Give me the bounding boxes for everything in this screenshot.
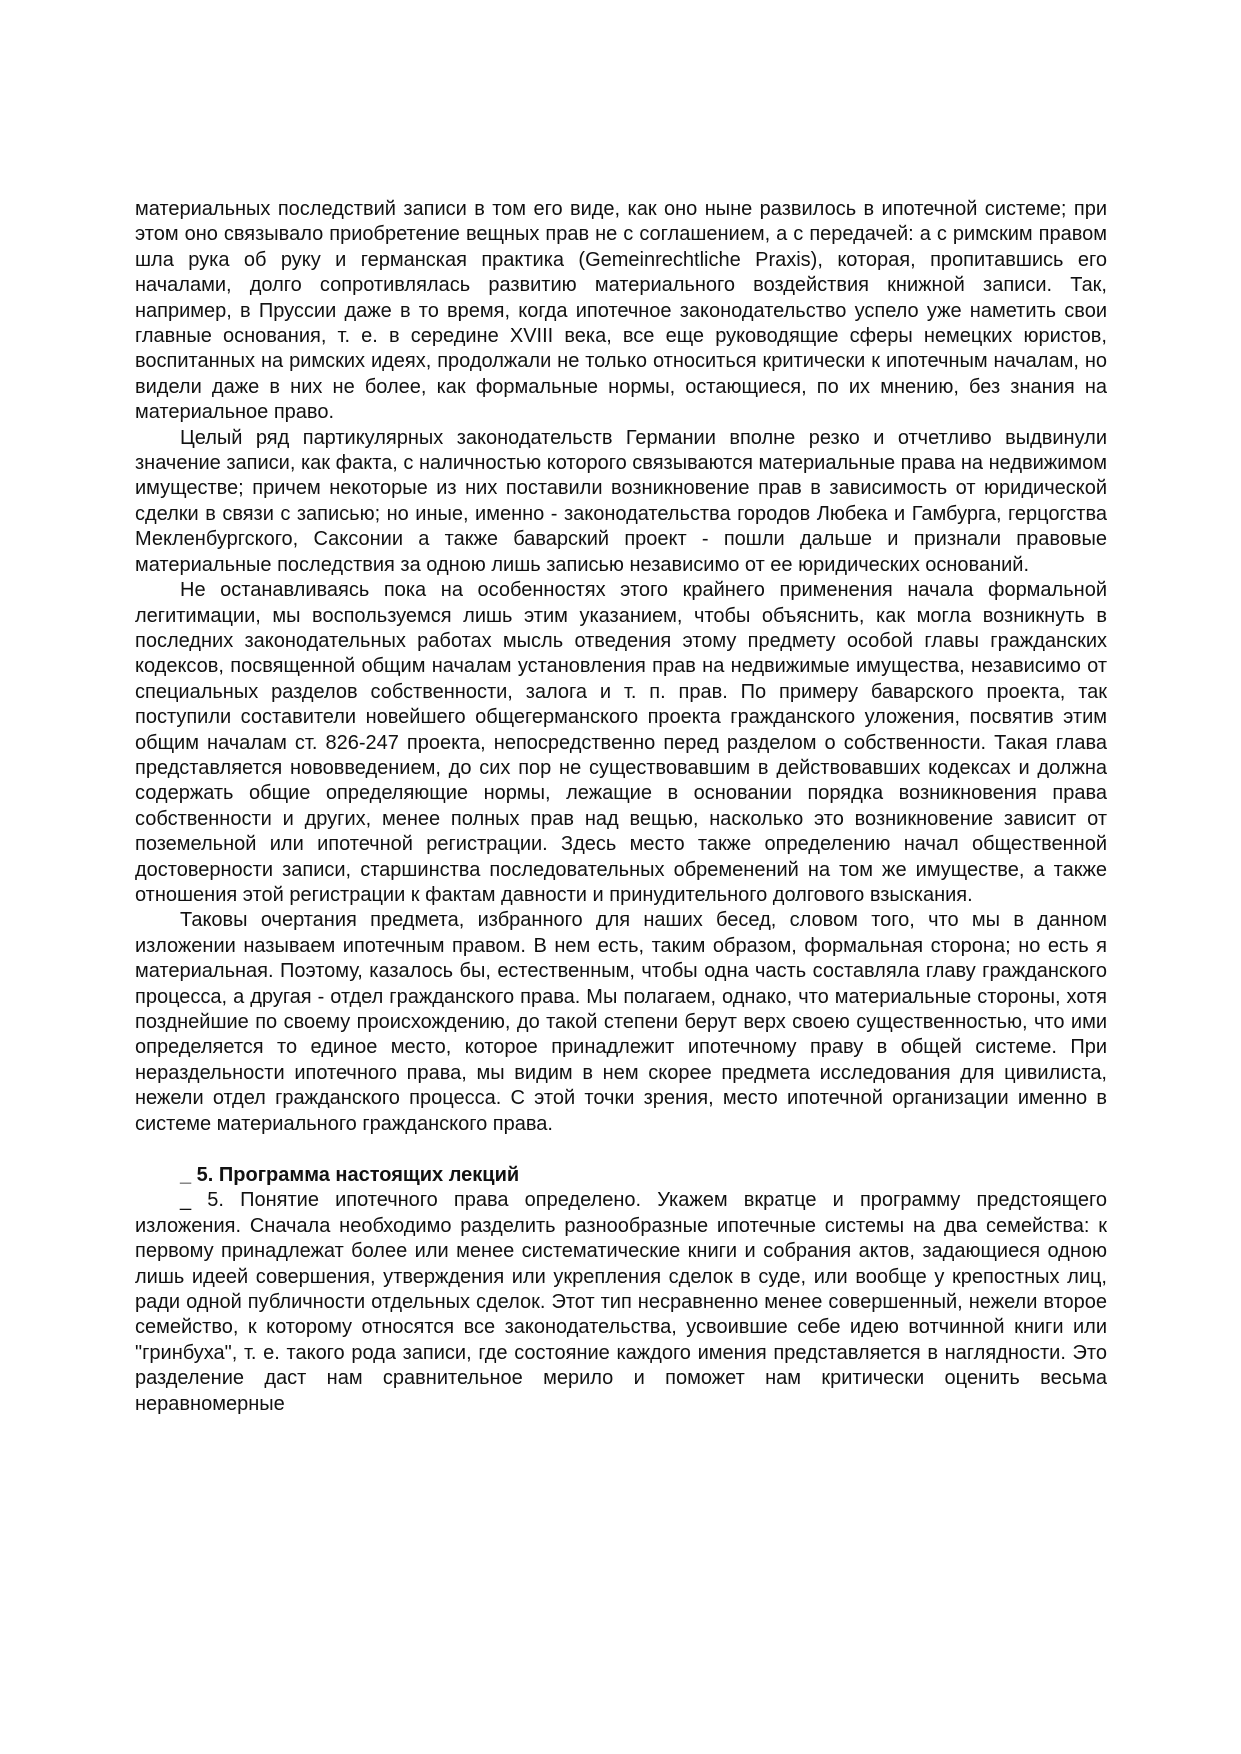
paragraph-1: материальных последствий записи в том его виде, как оно ныне развилось в ипотечной системе; при этом оно связывало приобретение вещных прав не с соглашением, а с передачей: а с римским правом шла рука об руку и германская практика (Gemeinrechtliche Praxis), которая, пропитавшись его началами, долго сопротивлялась развитию материального воздействия книжной записи. Так, например, в Пруссии даже в то время, когда ипотечное законодательство успело уже наметить свои главные основания, т. е. в середине XVIII века, все еще руководящие сферы немецких юристов, воспитанных на римских идеях, продолжали не только относиться критически к ипотечным началам, но видели даже в них не более, как формальные нормы, остающиеся, по их мнению, без знания на материальное право. xyxy=(135,198,1107,424)
paragraph-2: Целый ряд партикулярных законодательств Германии вполне резко и отчетливо выдвинули значение записи, как факта, с наличностью которого связываются материальные права на недвижимом имуществе; причем некоторые из них поставили возникновение прав в зависимость от юридической сделки в связи с записью; но иные, именно - законодательства городов Любека и Гамбурга, герцогства Мекленбургского, Саксонии а также баварский проект - пошли дальше и признали правовые материальные последствия за одною лишь записью независимо от ее юридических оснований. xyxy=(135,426,1107,576)
section-paragraph: _ 5. Понятие ипотечного права определено. Укажем вкратце и программу предстоящего изложения. Сначала необходимо разделить разнообразные ипотечные системы на два семейства: к первому принадлежат более или менее систематические книги и собрания актов, задающиеся одною лишь идеей совершения, утверждения или укрепления сделок в суде, или вообще у крепостных лиц, ради одной публичности отдельных сделок. Этот тип несравненно менее совершенный, нежели второе семейство, к которому относятся все законодательства, усвоившие себе идею вотчинной книги или "гринбуха", т. е. такого рода записи, где состояние каждого имения представляется в наглядности. Это разделение даст нам сравнительное мерило и поможет нам критически оценить весьма неравномерные xyxy=(135,1189,1107,1415)
section-heading: _ 5. Программа настоящих лекций xyxy=(180,1164,520,1187)
document-page xyxy=(135,197,1107,1417)
paragraph-3: Не останавливаясь пока на особенностях этого крайнего применения начала формальной легитимации, мы воспользуемся лишь этим указанием, чтобы объяснить, как могла возникнуть в последних законодательных работах мысль отведения этому предмету особой главы гражданских кодексов, посвященной общим началам установления прав на недвижимые имущества, независимо от специальных разделов собственности, залога и т. п. прав. По примеру баварского проекта, так поступили составители новейшего общегерманского проекта гражданского уложения, посвятив этим общим началам ст. 826-247 проекта, непосредственно перед разделом о собственности. Такая глава представляется нововведением, до сих пор не существовавшим в действовавших кодексах и должна содержать общие определяющие нормы, лежащие в основании порядка возникновения права собственности и других, менее полных прав над вещью, насколько это возникновение зависит от поземельной или ипотечной регистрации. Здесь место также определению начал общественной достоверности записи, старшинства последовательных обременений на том же имуществе, а также отношения этой регистрации к фактам давности и принудительного долгового взыскания. xyxy=(135,579,1107,906)
paragraph-4: Таковы очертания предмета, избранного для наших бесед, словом того, что мы в данном изложении называем ипотечным правом. В нем есть, таким образом, формальная сторона; но есть я материальная. Поэтому, казалось бы, естественным, чтобы одна часть составляла главу гражданского процесса, а другая - отдел гражданского права. Мы полагаем, однако, что материальные стороны, хотя позднейшие по своему происхождению, до такой степени берут верх своею существенностью, что ими определяется то единое место, которое принадлежит ипотечному праву в общей системе. При нераздельности ипотечного права, мы видим в нем скорее предмета исследования для цивилиста, нежели отдел гражданского процесса. С этой точки зрения, место ипотечной организации именно в системе материального гражданского права. xyxy=(135,909,1107,1135)
